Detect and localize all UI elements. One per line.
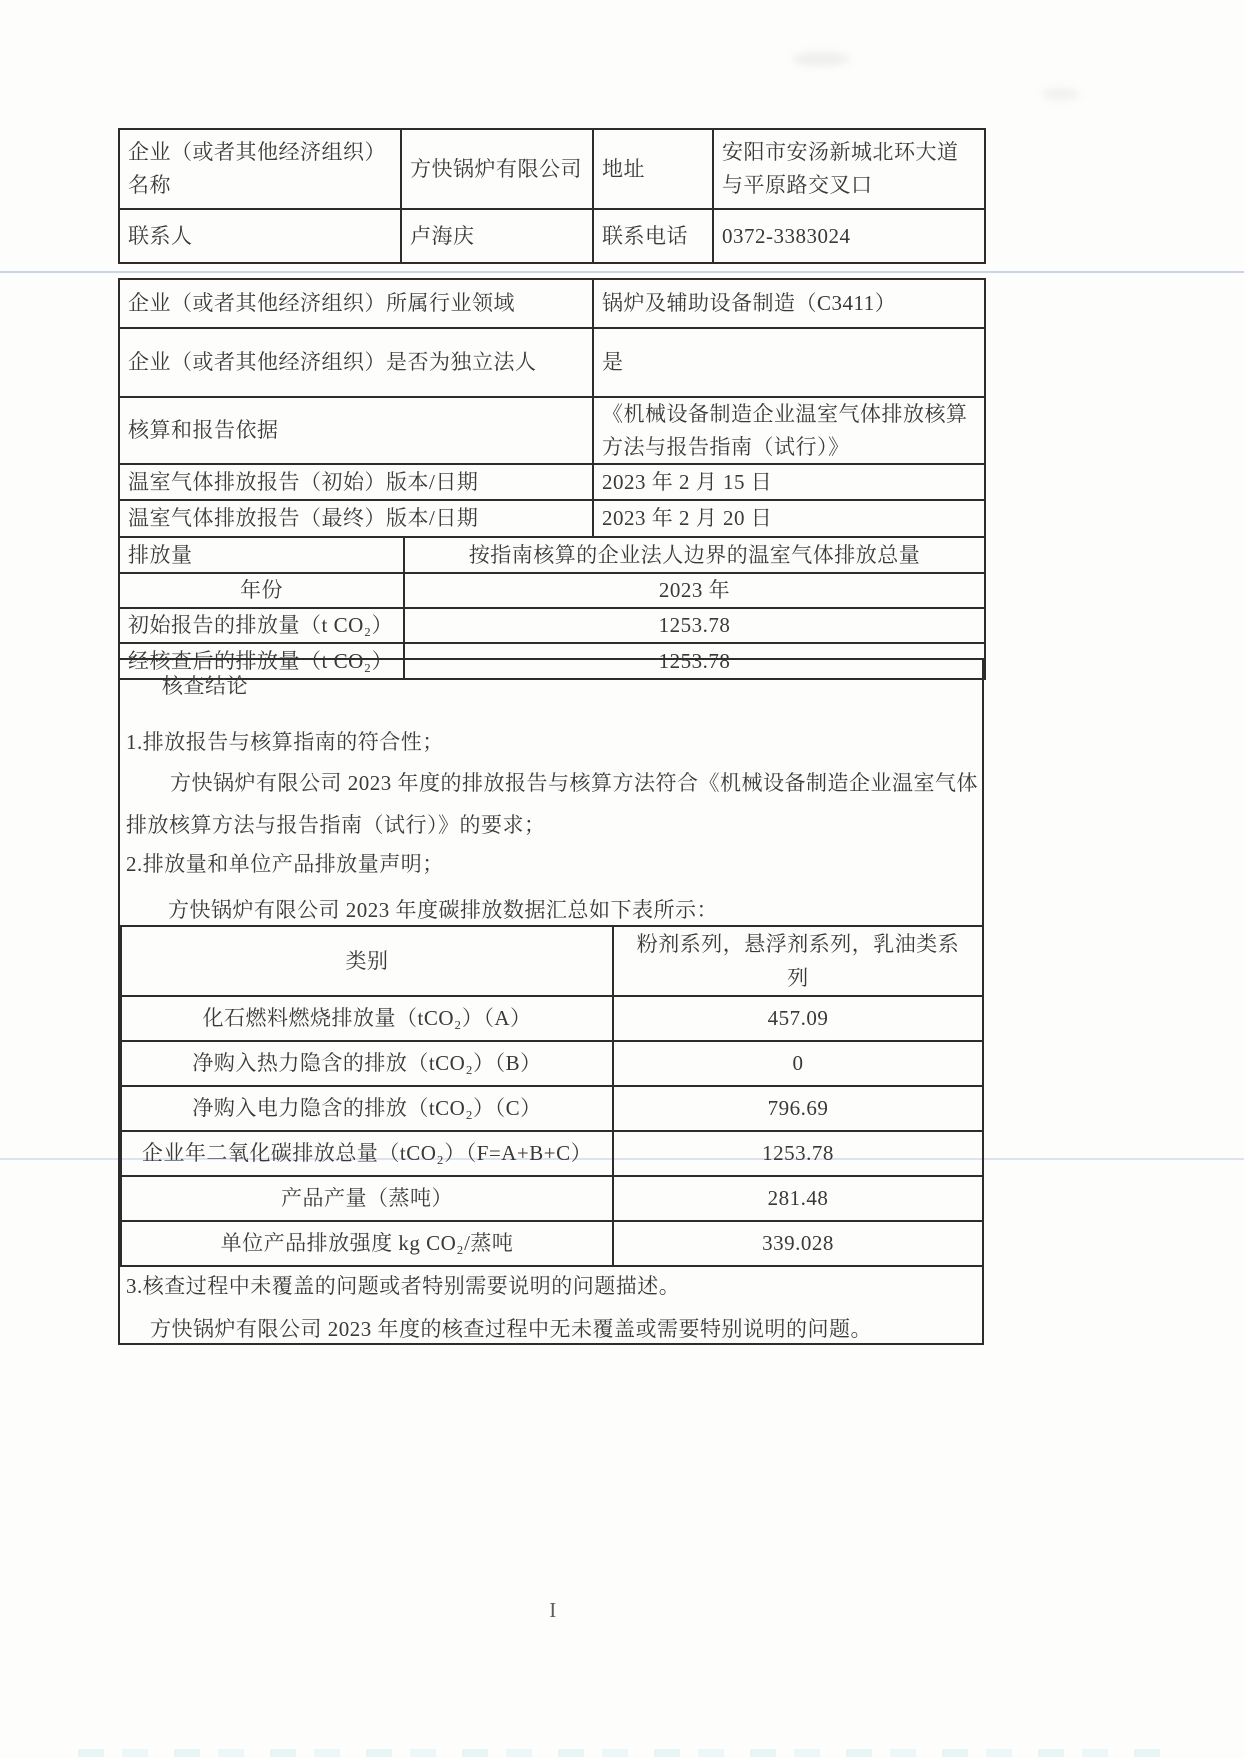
contact-person-value: 卢海庆 xyxy=(401,209,593,263)
company-name-label: 企业（或者其他经济组织）名称 xyxy=(119,129,401,209)
total-co2-emission-value: 1253.78 xyxy=(613,1131,983,1176)
table-row xyxy=(119,573,985,608)
address-value: 安阳市安汤新城北环大道与平原路交叉口 xyxy=(713,129,985,209)
scan-smudge xyxy=(1042,88,1080,100)
fossil-fuel-emission-label: 化石燃料燃烧排放量（tCO₂）（A） xyxy=(121,996,613,1041)
table-row xyxy=(119,279,985,328)
emission-summary-table xyxy=(120,925,984,1267)
company-info-table xyxy=(118,128,986,264)
final-report-date-value: 2023 年 2 月 20 日 xyxy=(593,500,985,537)
table-row xyxy=(119,537,985,573)
year-label: 年份 xyxy=(119,573,404,608)
table-row xyxy=(121,1131,983,1176)
purchased-electricity-emission-value: 796.69 xyxy=(613,1086,983,1131)
unit-emission-intensity-value: 339.028 xyxy=(613,1221,983,1266)
page-number: I xyxy=(549,1598,557,1622)
unit-emission-intensity-label: 单位产品排放强度 kg CO₂/蒸吨 xyxy=(121,1221,613,1266)
legal-entity-label: 企业（或者其他经济组织）是否为独立法人 xyxy=(119,328,593,397)
emission-boundary-header: 按指南核算的企业法人边界的温室气体排放总量 xyxy=(404,537,985,573)
initial-report-date-label: 温室气体排放报告（初始）版本/日期 xyxy=(119,464,593,500)
initial-report-date-value: 2023 年 2 月 15 日 xyxy=(593,464,985,500)
category-header: 类别 xyxy=(121,926,613,996)
table-row xyxy=(121,1176,983,1221)
table-row xyxy=(119,397,985,464)
conclusion-paragraph-1: 方快锅炉有限公司 2023 年度的排放报告与核算方法符合《机械设备制造企业温室气体排放核算方法与报告指南（试行）》的要求； xyxy=(126,771,978,837)
table-row xyxy=(121,1041,983,1086)
contact-phone-value: 0372-3383024 xyxy=(713,209,985,263)
address-label: 地址 xyxy=(593,129,713,209)
series-header-text: 粉剂系列，悬浮剂系列，乳油类系列 xyxy=(636,932,960,990)
conclusion-item-3: 3.核查过程中未覆盖的问题或者特别需要说明的问题描述。 xyxy=(126,1274,681,1298)
table-row xyxy=(119,464,985,500)
scan-artifact-line xyxy=(0,271,1244,273)
contact-person-label: 联系人 xyxy=(119,209,401,263)
conclusion-paragraph-3: 方快锅炉有限公司 2023 年度的核查过程中无未覆盖或需要特别说明的问题。 xyxy=(150,1317,872,1341)
initial-emission-value: 1253.78 xyxy=(404,608,985,643)
accounting-basis-value: 《机械设备制造企业温室气体排放核算方法与报告指南（试行）》 xyxy=(593,397,985,464)
industry-field-value: 锅炉及辅助设备制造（C3411） xyxy=(593,279,985,328)
series-header xyxy=(613,926,983,996)
product-output-value: 281.48 xyxy=(613,1176,983,1221)
final-report-date-label: 温室气体排放报告（最终）版本/日期 xyxy=(119,500,593,537)
contact-phone-label: 联系电话 xyxy=(593,209,713,263)
legal-entity-value: 是 xyxy=(593,328,985,397)
table-row xyxy=(119,328,985,397)
purchased-electricity-emission-label: 净购入电力隐含的排放（tCO₂）（C） xyxy=(121,1086,613,1131)
initial-emission-label: 初始报告的排放量（t CO₂） xyxy=(119,608,404,643)
table-row xyxy=(121,1221,983,1266)
scan-smudge xyxy=(792,52,850,66)
accounting-basis-label: 核算和报告依据 xyxy=(119,397,593,464)
verified-emission-label: 经核查后的排放量（t CO₂） xyxy=(119,643,404,679)
detail-emission-table xyxy=(118,278,986,680)
table-row xyxy=(121,1086,983,1131)
product-output-label: 产品产量（蒸吨） xyxy=(121,1176,613,1221)
table-row xyxy=(119,209,985,263)
year-value: 2023 年 xyxy=(404,573,985,608)
company-name-value: 方快锅炉有限公司 xyxy=(401,129,593,209)
fossil-fuel-emission-value: 457.09 xyxy=(613,996,983,1041)
table-row xyxy=(121,996,983,1041)
table-header-row xyxy=(121,926,983,996)
conclusion-item-1: 1.排放报告与核算指南的符合性； xyxy=(126,730,444,754)
purchased-heat-emission-label: 净购入热力隐含的排放（tCO₂）（B） xyxy=(121,1041,613,1086)
industry-field-label: 企业（或者其他经济组织）所属行业领域 xyxy=(119,279,593,328)
conclusion-item-2: 2.排放量和单位产品排放量声明； xyxy=(126,852,444,876)
total-co2-emission-label: 企业年二氧化碳排放总量（tCO₂）（F=A+B+C） xyxy=(121,1131,613,1176)
conclusion-title: 核查结论 xyxy=(162,674,248,698)
purchased-heat-emission-value: 0 xyxy=(613,1041,983,1086)
emission-amount-label: 排放量 xyxy=(119,537,404,573)
table-row xyxy=(119,500,985,537)
table-row xyxy=(119,608,985,643)
table-row xyxy=(119,129,985,209)
verified-emission-value: 1253.78 xyxy=(404,643,985,679)
scan-bleed-artifact xyxy=(78,1749,1166,1757)
conclusion-paragraph-2: 方快锅炉有限公司 2023 年度碳排放数据汇总如下表所示： xyxy=(168,898,718,922)
